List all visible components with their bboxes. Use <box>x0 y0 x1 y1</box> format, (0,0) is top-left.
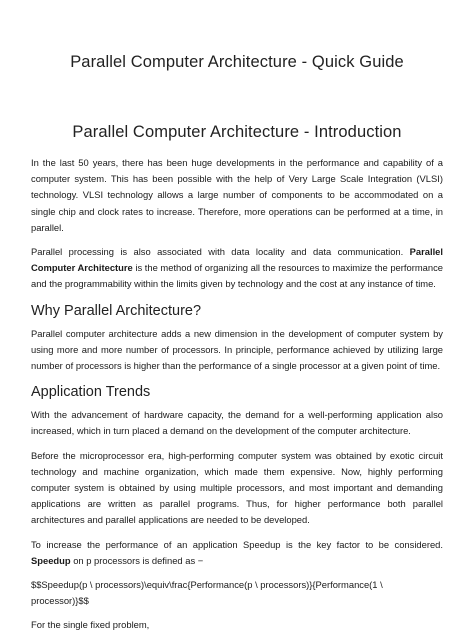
intro-paragraph-2-text-a: Parallel processing is also associated with data locality and data communication. <box>31 246 410 258</box>
trends-paragraph-3 <box>31 537 443 569</box>
trends-paragraph-3-bold: Speedup <box>31 554 71 566</box>
document-body <box>31 155 443 642</box>
why-paragraph: Parallel computer architecture adds a new dimension in the development of computer system by using more and more number of processors. In principle, performance achieved by utilizing large number of processors is higher than the performance of a single processor at a given point of time. <box>31 327 443 372</box>
trends-paragraph-1: With the advancement of hardware capacity, the demand for a well-performing application also increased, which in turn placed a demand on the development of the computer architecture. <box>31 409 443 437</box>
intro-paragraph-2 <box>31 244 443 293</box>
trends-paragraph-4: For the single fixed problem, <box>31 619 150 631</box>
trends-paragraph-3-text-a: To increase the performance of an application Speedup is the key factor to be considered. <box>31 538 443 550</box>
trends-heading: Application Trends <box>31 384 151 401</box>
why-heading: Why Parallel Architecture? <box>31 302 202 319</box>
speedup-formula: $$Speedup(p \ processors)\equiv\frac{Performance(p \ processors)}{Performance(1 \ processor)}$$ <box>31 579 383 607</box>
intro-paragraph-2-bold: Parallel Computer Architecture <box>31 246 443 274</box>
document-title: Parallel Computer Architecture - Quick Guide <box>70 53 404 71</box>
section-title: Parallel Computer Architecture - Introduction <box>72 123 402 141</box>
intro-paragraph-1: In the last 50 years, there has been huge developments in the performance and capability of a computer system. This has been possible with the help of Very Large Scale Integration (VLSI) technology. VLSI technology allows a large number of components to be accommodated on a single chip and clock rates to increase. Therefore, more operations can be performed at a time, in parallel. <box>31 157 443 233</box>
trends-paragraph-3-text-b: on p processors is defined as − <box>70 554 204 566</box>
intro-paragraph-2-text-b: is the method of organizing all the resources to maximize the performance and the programmability within the limits given by technology and the cost at any instance of time. <box>31 262 443 290</box>
trends-paragraph-2: Before the microprocessor era, high-performing computer system was obtained by exotic circuit technology and machine organization, which made them expensive. Now, highly performing computer system is obtained by using multiple processors, and most important and demanding applications are written as parallel programs. Thus, for higher performance both parallel architectures and parallel applications are needed to be developed. <box>31 449 443 526</box>
